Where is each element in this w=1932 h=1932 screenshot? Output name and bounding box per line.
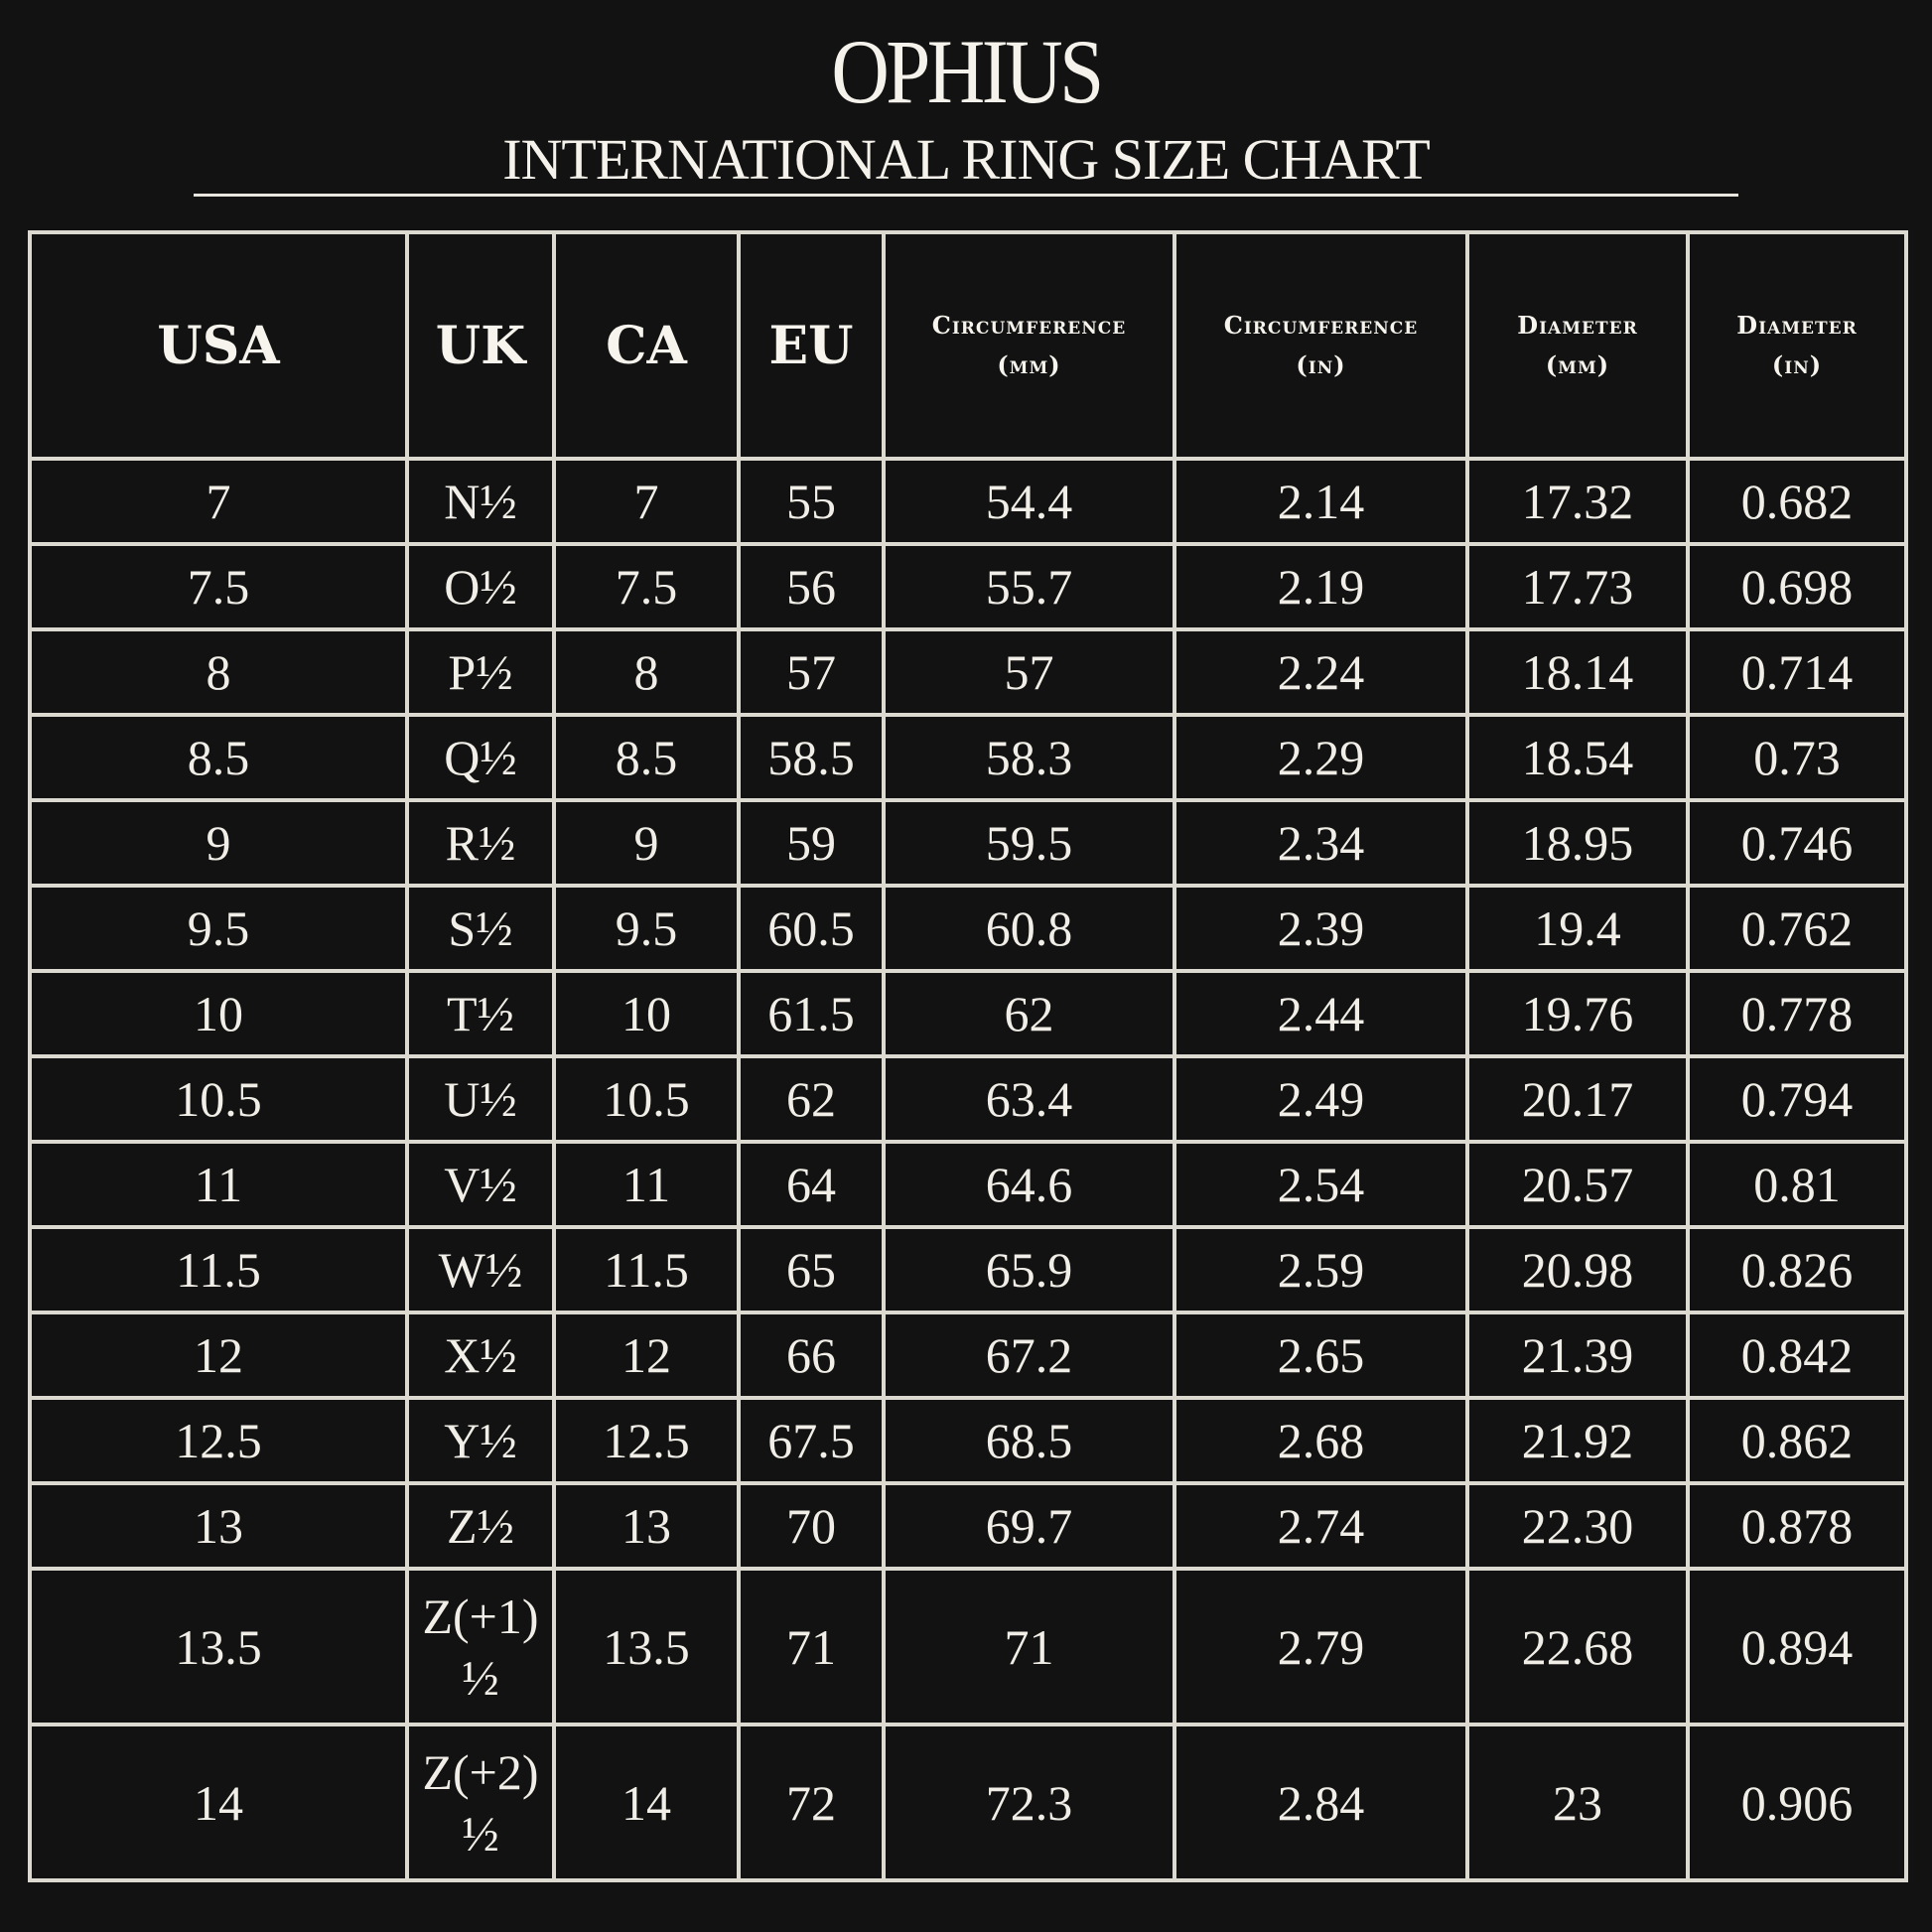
uk-size-text: ½ <box>462 1805 499 1862</box>
circumference-in-cell: 2.44 <box>1174 971 1467 1056</box>
table-row <box>30 800 1906 886</box>
column-header-label: Circumference <box>1223 311 1419 340</box>
diameter-mm-cell: 21.92 <box>1467 1398 1688 1483</box>
uk-size-text: N½ <box>444 474 517 529</box>
uk-cell <box>407 1312 554 1398</box>
diameter-mm-cell: 19.4 <box>1467 886 1688 971</box>
uk-cell <box>407 1056 554 1142</box>
diameter-in-cell: 0.842 <box>1688 1312 1906 1398</box>
uk-size-text: W½ <box>438 1242 523 1298</box>
circumference-in-cell: 2.29 <box>1174 715 1467 800</box>
circumference-mm-cell: 69.7 <box>884 1483 1174 1569</box>
usa-cell: 11.5 <box>30 1227 407 1312</box>
circumference-mm-cell: 60.8 <box>884 886 1174 971</box>
diameter-mm-cell: 22.30 <box>1467 1483 1688 1569</box>
table-row <box>30 1227 1906 1312</box>
diameter-in-cell: 0.878 <box>1688 1483 1906 1569</box>
eu-cell: 60.5 <box>739 886 884 971</box>
circumference-mm-cell: 67.2 <box>884 1312 1174 1398</box>
uk-cell <box>407 886 554 971</box>
eu-cell: 56 <box>739 544 884 629</box>
uk-cell <box>407 459 554 544</box>
ca-cell: 9 <box>554 800 739 886</box>
circumference-in-cell: 2.84 <box>1174 1725 1467 1880</box>
diameter-mm-cell: 20.17 <box>1467 1056 1688 1142</box>
ca-cell: 7 <box>554 459 739 544</box>
diameter-mm-cell: 22.68 <box>1467 1569 1688 1725</box>
usa-cell: 13 <box>30 1483 407 1569</box>
circumference-in-cell: 2.59 <box>1174 1227 1467 1312</box>
column-header-diameter-in <box>1688 232 1906 459</box>
diameter-in-cell: 0.826 <box>1688 1227 1906 1312</box>
uk-cell <box>407 1725 554 1880</box>
uk-cell <box>407 1569 554 1725</box>
eu-cell: 59 <box>739 800 884 886</box>
ca-cell: 14 <box>554 1725 739 1880</box>
diameter-mm-cell: 20.57 <box>1467 1142 1688 1227</box>
circumference-mm-cell: 58.3 <box>884 715 1174 800</box>
circumference-mm-cell: 63.4 <box>884 1056 1174 1142</box>
diameter-in-cell: 0.714 <box>1688 629 1906 715</box>
column-header-ca <box>554 232 739 459</box>
diameter-in-cell: 0.81 <box>1688 1142 1906 1227</box>
circumference-in-cell: 2.34 <box>1174 800 1467 886</box>
diameter-mm-cell: 18.54 <box>1467 715 1688 800</box>
eu-cell: 66 <box>739 1312 884 1398</box>
table-row <box>30 1312 1906 1398</box>
circumference-mm-cell: 59.5 <box>884 800 1174 886</box>
usa-cell: 10.5 <box>30 1056 407 1142</box>
diameter-in-cell: 0.862 <box>1688 1398 1906 1483</box>
diameter-mm-cell: 17.73 <box>1467 544 1688 629</box>
diameter-mm-cell: 18.95 <box>1467 800 1688 886</box>
header-row <box>30 232 1906 459</box>
ca-cell: 11 <box>554 1142 739 1227</box>
usa-cell: 11 <box>30 1142 407 1227</box>
circumference-mm-cell: 57 <box>884 629 1174 715</box>
circumference-in-cell: 2.74 <box>1174 1483 1467 1569</box>
diameter-in-cell: 0.698 <box>1688 544 1906 629</box>
uk-size-text: S½ <box>448 900 513 956</box>
column-header-label: EU <box>768 315 854 376</box>
diameter-in-cell: 0.894 <box>1688 1569 1906 1725</box>
diameter-in-cell: 0.794 <box>1688 1056 1906 1142</box>
eu-cell: 55 <box>739 459 884 544</box>
column-header-label: UK <box>435 315 526 376</box>
ca-cell: 12 <box>554 1312 739 1398</box>
uk-size-text: V½ <box>444 1157 517 1212</box>
column-header-unit: (mm) <box>1545 350 1610 379</box>
table-row <box>30 1056 1906 1142</box>
uk-cell <box>407 800 554 886</box>
usa-cell: 7 <box>30 459 407 544</box>
usa-cell: 8.5 <box>30 715 407 800</box>
uk-size-text: Z(+1) <box>422 1587 539 1644</box>
ring-size-table <box>28 230 1908 1882</box>
circumference-in-cell: 2.68 <box>1174 1398 1467 1483</box>
table-row <box>30 1398 1906 1483</box>
diameter-in-cell: 0.906 <box>1688 1725 1906 1880</box>
ca-cell: 8.5 <box>554 715 739 800</box>
diameter-mm-cell: 21.39 <box>1467 1312 1688 1398</box>
eu-cell: 61.5 <box>739 971 884 1056</box>
column-header-unit: (mm) <box>997 350 1061 379</box>
uk-size-text: O½ <box>444 559 517 615</box>
title-divider <box>194 194 1738 197</box>
ca-cell: 13.5 <box>554 1569 739 1725</box>
column-header-usa <box>30 232 407 459</box>
usa-cell: 14 <box>30 1725 407 1880</box>
ca-cell: 8 <box>554 629 739 715</box>
usa-cell: 12.5 <box>30 1398 407 1483</box>
circumference-in-cell: 2.79 <box>1174 1569 1467 1725</box>
diameter-in-cell: 0.762 <box>1688 886 1906 971</box>
table-row <box>30 1725 1906 1880</box>
column-header-circumference-mm <box>884 232 1174 459</box>
circumference-mm-cell: 55.7 <box>884 544 1174 629</box>
usa-cell: 7.5 <box>30 544 407 629</box>
diameter-in-cell: 0.73 <box>1688 715 1906 800</box>
circumference-mm-cell: 68.5 <box>884 1398 1174 1483</box>
column-header-unit: (in) <box>1296 350 1346 379</box>
uk-cell <box>407 1142 554 1227</box>
uk-cell <box>407 715 554 800</box>
circumference-in-cell: 2.54 <box>1174 1142 1467 1227</box>
table-row <box>30 459 1906 544</box>
diameter-mm-cell: 23 <box>1467 1725 1688 1880</box>
uk-size-text: ½ <box>462 1649 499 1706</box>
circumference-in-cell: 2.39 <box>1174 886 1467 971</box>
table-row <box>30 1483 1906 1569</box>
uk-cell <box>407 1398 554 1483</box>
uk-size-text: X½ <box>444 1327 517 1383</box>
column-header-diameter-mm <box>1467 232 1688 459</box>
diameter-mm-cell: 18.14 <box>1467 629 1688 715</box>
ca-cell: 12.5 <box>554 1398 739 1483</box>
ca-cell: 10 <box>554 971 739 1056</box>
table-row <box>30 886 1906 971</box>
eu-cell: 65 <box>739 1227 884 1312</box>
uk-size-text: Y½ <box>444 1413 517 1468</box>
eu-cell: 58.5 <box>739 715 884 800</box>
eu-cell: 70 <box>739 1483 884 1569</box>
table-row <box>30 544 1906 629</box>
eu-cell: 71 <box>739 1569 884 1725</box>
usa-cell: 12 <box>30 1312 407 1398</box>
usa-cell: 8 <box>30 629 407 715</box>
uk-size-text: U½ <box>444 1071 517 1127</box>
diameter-mm-cell: 17.32 <box>1467 459 1688 544</box>
table-row <box>30 1142 1906 1227</box>
usa-cell: 13.5 <box>30 1569 407 1725</box>
uk-size-text: Z½ <box>446 1498 515 1554</box>
brand-logo: OPHIUS <box>831 21 1101 122</box>
uk-size-text: R½ <box>445 815 516 871</box>
ca-cell: 9.5 <box>554 886 739 971</box>
table-row <box>30 1569 1906 1725</box>
column-header-label: USA <box>157 315 280 376</box>
diameter-mm-cell: 20.98 <box>1467 1227 1688 1312</box>
diameter-in-cell: 0.682 <box>1688 459 1906 544</box>
uk-cell <box>407 1227 554 1312</box>
column-header-label: Diameter <box>1517 311 1638 340</box>
circumference-mm-cell: 64.6 <box>884 1142 1174 1227</box>
page-title: INTERNATIONAL RING SIZE CHART <box>502 127 1430 192</box>
column-header-label: Circumference <box>931 311 1127 340</box>
uk-cell <box>407 629 554 715</box>
uk-size-text: Z(+2) <box>422 1743 539 1800</box>
eu-cell: 67.5 <box>739 1398 884 1483</box>
ca-cell: 13 <box>554 1483 739 1569</box>
circumference-in-cell: 2.24 <box>1174 629 1467 715</box>
diameter-in-cell: 0.746 <box>1688 800 1906 886</box>
table-body <box>30 459 1906 1880</box>
circumference-in-cell: 2.19 <box>1174 544 1467 629</box>
ca-cell: 10.5 <box>554 1056 739 1142</box>
table-row <box>30 971 1906 1056</box>
column-header-label: Diameter <box>1736 311 1858 340</box>
uk-size-text: T½ <box>446 986 515 1041</box>
diameter-mm-cell: 19.76 <box>1467 971 1688 1056</box>
circumference-mm-cell: 72.3 <box>884 1725 1174 1880</box>
uk-size-text: Q½ <box>444 730 517 785</box>
column-header-circumference-in <box>1174 232 1467 459</box>
usa-cell: 9 <box>30 800 407 886</box>
circumference-mm-cell: 54.4 <box>884 459 1174 544</box>
column-header-unit: (in) <box>1771 350 1823 379</box>
usa-cell: 9.5 <box>30 886 407 971</box>
circumference-mm-cell: 62 <box>884 971 1174 1056</box>
circumference-mm-cell: 71 <box>884 1569 1174 1725</box>
circumference-mm-cell: 65.9 <box>884 1227 1174 1312</box>
uk-size-text: P½ <box>448 644 513 700</box>
circumference-in-cell: 2.14 <box>1174 459 1467 544</box>
eu-cell: 57 <box>739 629 884 715</box>
column-header-eu <box>739 232 884 459</box>
ca-cell: 7.5 <box>554 544 739 629</box>
eu-cell: 64 <box>739 1142 884 1227</box>
uk-cell <box>407 1483 554 1569</box>
uk-cell <box>407 971 554 1056</box>
column-header-uk <box>407 232 554 459</box>
table-row <box>30 629 1906 715</box>
circumference-in-cell: 2.65 <box>1174 1312 1467 1398</box>
diameter-in-cell: 0.778 <box>1688 971 1906 1056</box>
circumference-in-cell: 2.49 <box>1174 1056 1467 1142</box>
usa-cell: 10 <box>30 971 407 1056</box>
table-row <box>30 715 1906 800</box>
ca-cell: 11.5 <box>554 1227 739 1312</box>
eu-cell: 72 <box>739 1725 884 1880</box>
column-header-label: CA <box>606 315 687 376</box>
eu-cell: 62 <box>739 1056 884 1142</box>
uk-cell <box>407 544 554 629</box>
